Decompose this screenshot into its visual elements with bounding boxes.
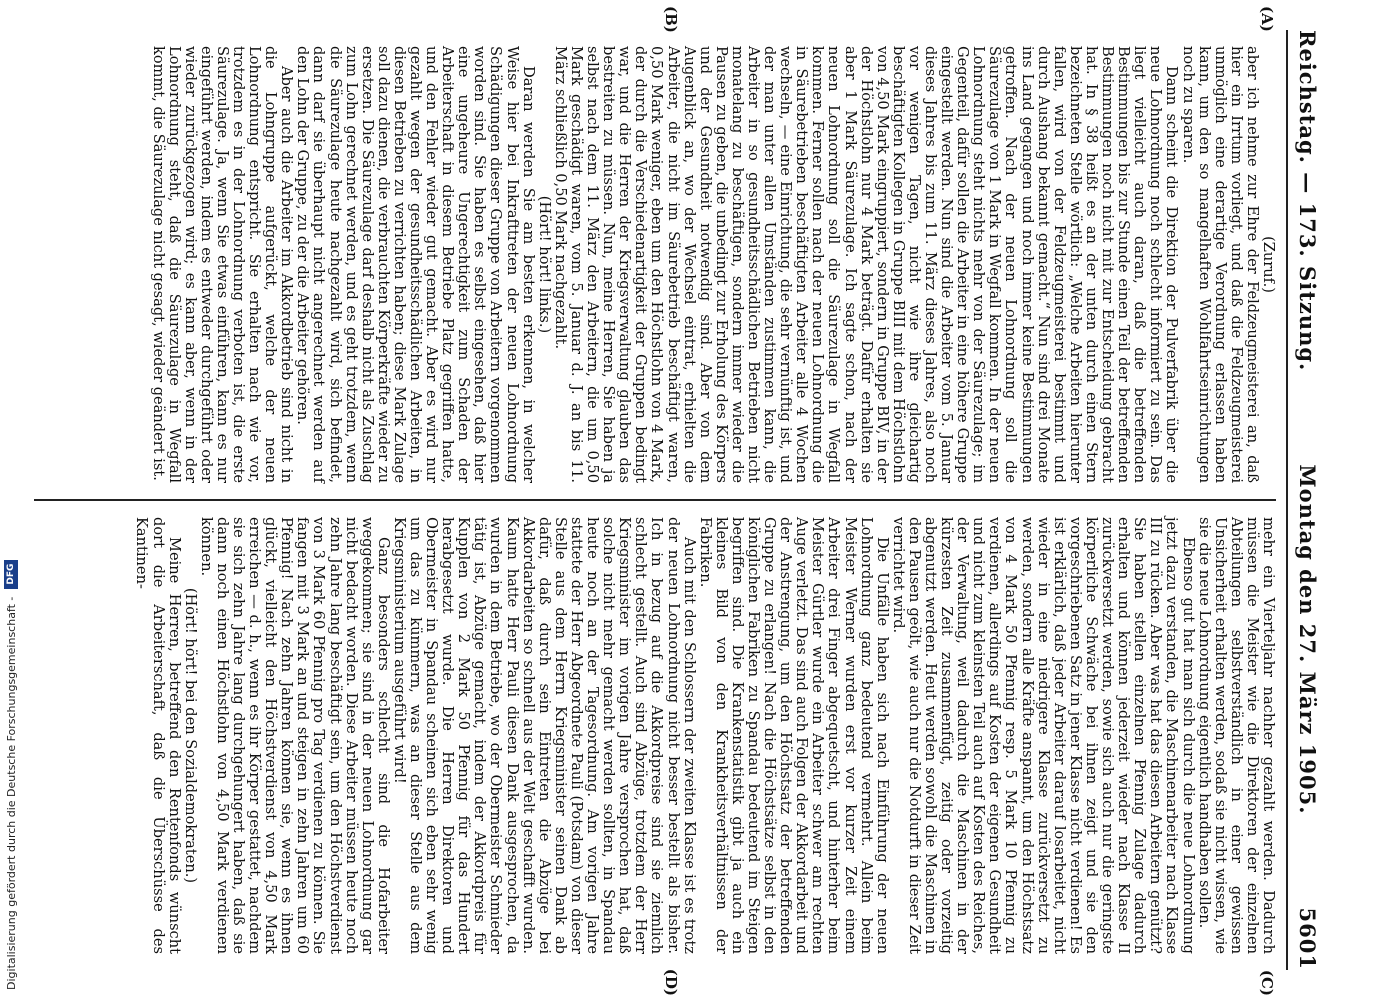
document-page	[10, 0, 1340, 1000]
right-column	[30, 501, 1280, 970]
paragraph: Ebenso gut hat man sich durch die neue Lohnordnung jetzt dazu verstanden, die Maschinenarbeiter nach Klasse III zu rücken. Aber was hat das diesen Arbeitern genützt? Sie haben stellen einzelnen Pfennig Zulage dadurch erhalten und können jederzeit wieder nach Klasse II zurückversetzt werden, sowie sich auch nur die geringste körperliche Schwäche bei ihnen zeigt und sie den vorgeschriebenen Satz in jener Klasse nicht verdienen! Es ist erklärlich, daß jeder Arbeiter darauf losarbeitet, nicht wieder in eine niedrigere Klasse zurückversetzt zu werden, sondern alle Kräfte anspannt, um den Höchstsatz von 4 Mark 50 Pfennig resp. 5 Mark 10 Pfennig zu verdienen, allerdings auf Kosten der eigenen Gesundheit und nicht zum kleinsten Teil auch auf Kosten des Reiches, der Verwaltung, weil dadurch die Maschinen in der kürzesten Zeit zusammenfügt, zeitig oder vorzeitig abgenutzt werden. Heut werden sowohl die Maschinen in den Pausen geölt, wie auch nur die Notdurft in dieser Zeit verrichtet wird.	[889, 517, 1197, 954]
paragraph: Aber auch die Arbeiter im Akkordbetrieb sind nicht in die Lohngruppe aufgerückt, welche der neuen Lohnordnung entspricht. Sie erhalten nach wie vor, trotzdem es in der Lohnordnung verboten ist, die erste Säurezulage. Ja, wenn Sie etwas einführen, kann es nur eingeführt werden, indem es entweder durchgeführt oder wieder zurückgezogen wird; es kann aber, wenn in der Lohnordnung steht, daß die Säurezulage in Wegfall kommt, die Säurezulage nicht gesagt, wieder geändert ist.	[149, 46, 296, 483]
header-rule	[1286, 30, 1288, 970]
left-column	[30, 30, 1280, 499]
paragraph: Meine Herren, betreffend den Rentenfonds wünscht dort die Arbeiterschaft, daß die Überschüsse des Kantinen-	[133, 517, 183, 954]
margin-marker-b: (B)	[662, 6, 680, 33]
paragraph: Auch mit den Schlossern der zweiten Klasse ist es trotz der neuen Lohnordnung nicht besser bestellt als bisher. Ich in bezug auf die Akkordpreise sind sie ziemlich schlecht gestellt. Auch sind Abzüge, trotzdem der Herr Kriegsminister im vorigen Jahre versprochen hat, daß solche nicht mehr gemacht werden sollten, in Spandau heute noch an der Tagesordnung. Am vorigen Jahre stattete der Herr Abgeordnete Pauli (Potsdam) von dieser Stelle aus dem Herrn Kriegsminister seinen Dank ab dafür, daß durch sein Eintreten die Abzüge bei Akkordarbeiten so schnell aus der Welt geschafft wurden. Kaum hatte Herr Pauli diesen Dank ausgesprochen, da wurden in dem Betriebe, wo der Obermeister Schmieder tätig ist, Abzüge gemacht, indem der Akkordpreis für Kupplen von 2 Mark 50 Pfennig für das Hundert herabgesetzt wurde. Die Herren Direktoren und Obermeister in Spandau scheinen sich eben sehr wenig um das zu kümmern, was an dieser Stelle aus dem Kriegsministerium ausgeführt wird!	[390, 517, 698, 954]
margin-marker-a: (A)	[1258, 6, 1276, 32]
margin-marker-d: (D)	[662, 968, 680, 996]
header-left-title: Reichstag. — 173. Sitzung.	[1295, 30, 1321, 372]
dfg-logo: DFG	[4, 560, 18, 589]
footer-strip	[0, 0, 22, 1000]
interjection: (Zuruf.)	[1260, 236, 1277, 293]
interjection: (Hört! hört! links.)	[535, 195, 553, 334]
page-header	[1290, 30, 1326, 970]
paragraph: Ganz besonders schlecht sind die Hofarbeiter weggekommen; sie sind in der neuen Lohnordnung gar nicht bedacht worden. Diese Arbeiter müssen heute noch zehn Jahre lang beschäftigt sein, um den Höchstverdienst von 3 Mark 60 Pfennig pro Tag verdienen zu können. Sie fangen mit 3 Mark an und steigen in zehn Jahren um 60 Pfennig! Nach zehn Jahren können sie, wenn es ihnen glückt, vielleicht den Höchstverdienst von 4,50 Mark erreichen — d. h., wenn es ihr Körper gestattet, nachdem sie sich zehn Jahre lang durchgehungert haben, daß sie dann noch einen Höchstlohn von 4,50 Mark verdienen können.	[197, 517, 392, 954]
paragraph: mehr ein Vierteljahr nachher gezahlt werden. Dadurch müssen die Meister wie die Direktoren der einzelnen Abteilungen selbstverständlich in einer gewissen Unsicherheit erhalten werden, sodaß sie nicht wissen, wie sie die neue Lohnordnung eigentlich handhaben sollen.	[1195, 517, 1277, 954]
paragraph: Daran werden Sie am besten erkennen, in welcher Weise hier bei Inkrafttreten der neuen Lohnordnung Schädigungen dieser Gruppe von Arbeitern vorgenommen worden sind. Sie haben es selbst eingesehen, daß hier eine ungeheure Ungerechtigkeit zum Schaden der Arbeiterschaft in diesem Betriebe Platz gegriffen hatte, und den Fehler wieder gut gemacht. Aber es wird nur gezahlt wegen der gesundheitsschädlichen Arbeiten, in diesen Betrieben zu verrichten haben; diese Mark Zulage soll dazu dienen, die verbrauchten Körperkräfte wieder zu ersetzen. Die Säurezulage darf deshalb nicht als Zuschlag zum Lohn gerechnet werden, und es geht trotzdem, wenn die Säurezulage heute nachgezahlt wird, sich befindet, dann darf sie überhaupt nicht angerechnet werden auf den Lohn der Gruppe, zu der die Arbeiter gehören.	[294, 46, 537, 483]
header-date: Montag den 27. März 1905.	[1295, 464, 1321, 815]
paragraph: Dann scheint die Direktion der Pulverfabrik über die neue Lohnordnung noch schlecht informiert zu sein. Das liegt vielleicht auch daran, daß die betreffenden Bestimmungen bis zur Stunde einen Teil der betreffenden Bestimmungen noch nicht mit zur Entscheidung gebracht hat. In § 38 heißt es an der unten durch einen Stern bezeichneten Stelle wörtlich: „Welche Arbeiten hierunter fallen, wird von der Feldzeugmeisterei bestimmt und durch Aushang bekannt gemacht.“ Nun sind drei Monate ins Land gegangen und noch immer keine Bestimmungen getroffen. Nach der neuen Lohnordnung soll die Säurezulage von 1 Mark in Wegfall kommen. In der neuen Lohnordnung steht nichts mehr von der Säurezulage; im Gegenteil, dafür sollen die Arbeiter in eine höhere Gruppe eingestellt werden. Nun sind die Arbeiter vom 5. Januar dieses Jahres bis zum 11. März dieses Jahres, also noch vor wenigen Tagen, nicht wie ihre gleichartig beschäftigten Kollegen in Gruppe BIII mit dem Höchstlohn von 4,50 Mark eingruppiert, sondern in Gruppe BIV, in der der Höchstlohn nur 4 Mark beträgt. Dafür erhalten sie aber 1 Mark Säurezulage. Ich sagte schon, nach der neuen Lohnordnung soll die Säurezulage in Wegfall kommen. Ferner sollen nach der neuen Lohnordnung die in Säurebetrieben beschäftigten Arbeiter alle 4 Wochen wechseln, — eine Einrichtung, die sehr vernünftig ist, und der man unter allen Umständen zustimmen kann, die Arbeiter in so gesundheitsschädlichen Betrieben nicht monatelang zu beschäftigen, sondern immer wieder die Pausen zu geben, die unbedingt zur Erholung des Körpers und der Gesundheit notwendig sind. Aber von dem Augenblick an, wo der Wechsel eintrat, erhielten die Arbeiter, die nicht im Säurebetrieb beschäftigt waren, 0,50 Mark weniger, eben um den Höchstlohn von 4 Mark, der durch die Verschiedenartigkeit der Gruppen bedingt war, und die Herren der Kriegsverwaltung glauben das bestreiten zu müssen. Nun, meine Herren, Sie haben ja selbst nach dem 11. März den Arbeitern, die um 0,50 Mark geschädigt waren, vom 5. Januar d. J. an bis 11. März schließlich 0,50 Mark nachgezahlt.	[551, 46, 1181, 483]
paragraph: Die Unfälle haben sich nach Einführung der neuen Lohnordnung ganz bedeutend vermehrt. Allein beim Meister Werner wurden erst vor kurzer Zeit einem Arbeiter drei Finger abgequetscht, und hinterher beim Meister Gürtler wurde ein Arbeiter schwer am rechten Auge verletzt. Das sind auch Folgen der Akkordarbeit und der Anstrengung, um den Höchstsatz der betreffenden Gruppe zu erlangen! Nach die Höchstsätze selbst in den königlichen Fabriken zu Spandau bedeutend im Steigen begriffen sind. Die Krankenstatistik gibt ja auch ein kleines Bild von den Krankheitsverhältnissen der Fabriken.	[696, 517, 891, 954]
paragraph: aber ich nehme zur Ehre der Feldzeugmeisterei an, daß hier ein Irrtum vorliegt, und daß die Feldzeugmeisterei unmöglich eine derartige Verordnung erlassen haben kann, um den so mangelhaften Wohlfahrtseinrichtungen noch zu sparen.	[1179, 46, 1261, 483]
text-columns	[30, 30, 1280, 970]
interjection: (Hört! hört! bei den Sozialdemokraten.)	[181, 587, 199, 884]
margin-marker-c: (C)	[1258, 969, 1276, 996]
footer-credit	[3, 10, 19, 990]
footer-credit-text: Digitalisierung gefördert durch die Deutsche Forschungsgemeinschaft -	[4, 596, 18, 990]
page-number: 5601	[1295, 907, 1321, 970]
